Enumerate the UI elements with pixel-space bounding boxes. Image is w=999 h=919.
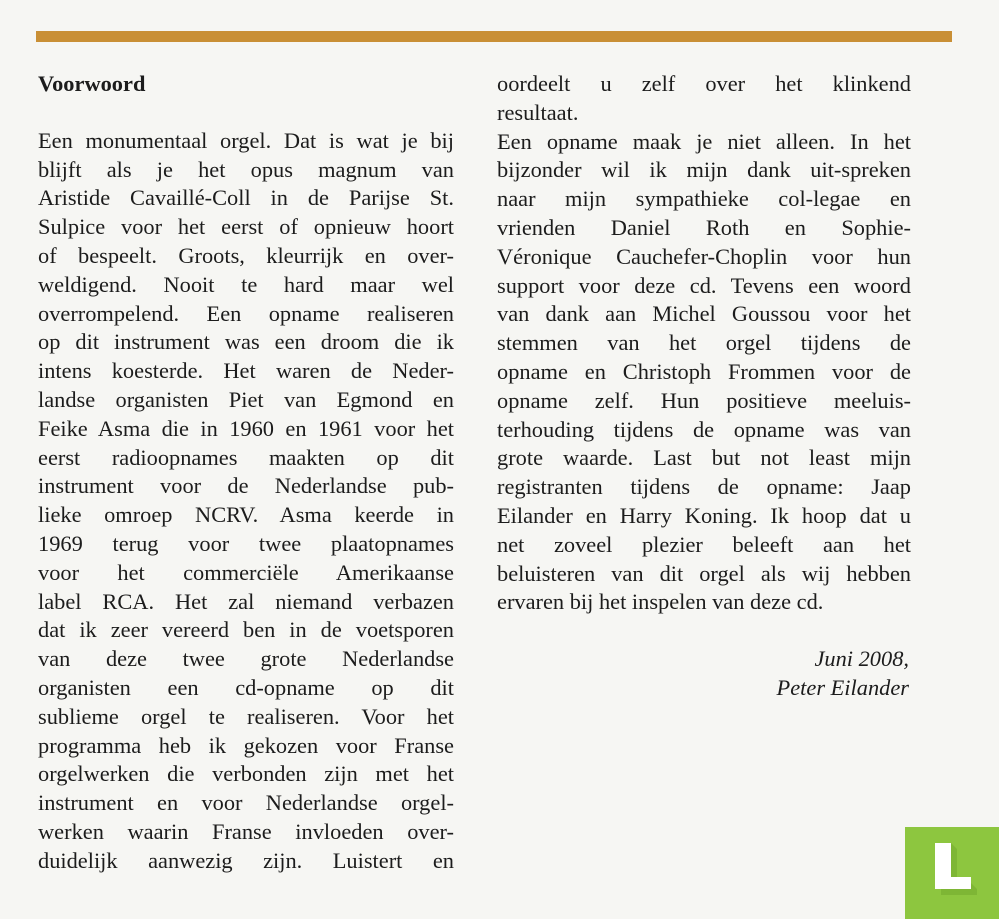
- text-line: instrument en voor Nederlandse orgel-: [38, 790, 454, 816]
- text-line: op dit instrument was een droom die ik: [38, 329, 454, 355]
- left-column-text: [38, 127, 454, 876]
- text-line: Aristide Cavaillé-Coll in de Parijse St.: [38, 185, 454, 211]
- text-line: Een monumentaal orgel. Dat is wat je bij: [38, 127, 454, 153]
- text-line: oordeelt u zelf over het klinkend: [497, 71, 911, 96]
- text-line: werken waarin Franse invloeden over-: [38, 818, 454, 844]
- text-line: resultaat.: [497, 99, 579, 125]
- text-line: intens koesterde. Het waren de Neder-: [38, 358, 454, 384]
- text-line: opname en Christoph Frommen voor de: [497, 358, 911, 384]
- text-line: stemmen van het orgel tijdens de: [497, 330, 911, 356]
- text-line: programma heb ik gekozen voor Franse: [38, 732, 454, 758]
- text-line: naar mijn sympathieke col-legae en: [497, 186, 911, 212]
- text-line: eerst radioopnames maakten op dit: [38, 444, 454, 470]
- text-line: weldigend. Nooit te hard maar wel: [38, 271, 454, 297]
- signature-name: Peter Eilander: [776, 674, 909, 700]
- text-line: Véronique Cauchefer-Choplin voor hun: [497, 243, 911, 269]
- text-line: blijft als je het opus magnum van: [38, 156, 454, 182]
- text-line: support voor deze cd. Tevens een woord: [497, 272, 911, 298]
- text-line: label RCA. Het zal niemand verbazen: [38, 588, 454, 614]
- text-line: sublieme orgel te realiseren. Voor het: [38, 703, 454, 729]
- text-line: lieke omroep NCRV. Asma keerde in: [38, 502, 454, 528]
- text-line: instrument voor de Nederlandse pub-: [38, 473, 454, 499]
- text-line: Eilander en Harry Koning. Ik hoop dat u: [497, 502, 911, 528]
- right-column-text: [497, 70, 911, 617]
- text-line: landse organisten Piet van Egmond en: [38, 386, 454, 412]
- text-line: of bespeelt. Groots, kleurrijk en over-: [38, 242, 454, 268]
- text-line: beluisteren van dit orgel als wij hebben: [497, 560, 911, 586]
- text-line: duidelijk aanwezig zijn. Luistert en: [38, 847, 454, 873]
- text-line: van dank aan Michel Goussou voor het: [497, 301, 911, 327]
- text-line: registranten tijdens de opname: Jaap: [497, 474, 911, 500]
- text-line: bijzonder wil ik mijn dank uit-spreken: [497, 157, 911, 183]
- text-line: overrompelend. Een opname realiseren: [38, 300, 454, 326]
- text-line: Feike Asma die in 1960 en 1961 voor het: [38, 415, 454, 441]
- text-line: grote waarde. Last but not least mijn: [497, 445, 911, 471]
- lastdodo-logo-icon[interactable]: [905, 827, 999, 919]
- text-line: van deze twee grote Nederlandse: [38, 646, 454, 672]
- page-heading: Voorwoord: [38, 71, 146, 96]
- text-line: 1969 terug voor twee plaatopnames: [38, 530, 454, 556]
- text-line: dat ik zeer vereerd ben in de voetsporen: [38, 617, 454, 643]
- text-line: organisten een cd-opname op dit: [38, 674, 454, 700]
- top-decorative-bar: [36, 31, 952, 42]
- text-line: net zoveel plezier beleeft aan het: [497, 531, 911, 557]
- left-column: [38, 70, 454, 876]
- text-line: vrienden Daniel Roth en Sophie-: [497, 214, 911, 240]
- text-line: opname zelf. Hun positieve meeluis-: [497, 387, 911, 413]
- text-line: voor het commerciële Amerikaanse: [38, 559, 454, 585]
- text-line: Een opname maak je niet alleen. In het: [497, 128, 911, 154]
- text-line: terhouding tijdens de opname was van: [497, 416, 911, 442]
- text-line: ervaren bij het inspelen van deze cd.: [497, 589, 824, 615]
- text-line: Sulpice voor het eerst of opnieuw hoort: [38, 214, 454, 240]
- right-column: [497, 70, 911, 703]
- signature-date: Juni 2008,: [814, 646, 909, 672]
- text-line: orgelwerken die verbonden zijn met het: [38, 761, 454, 787]
